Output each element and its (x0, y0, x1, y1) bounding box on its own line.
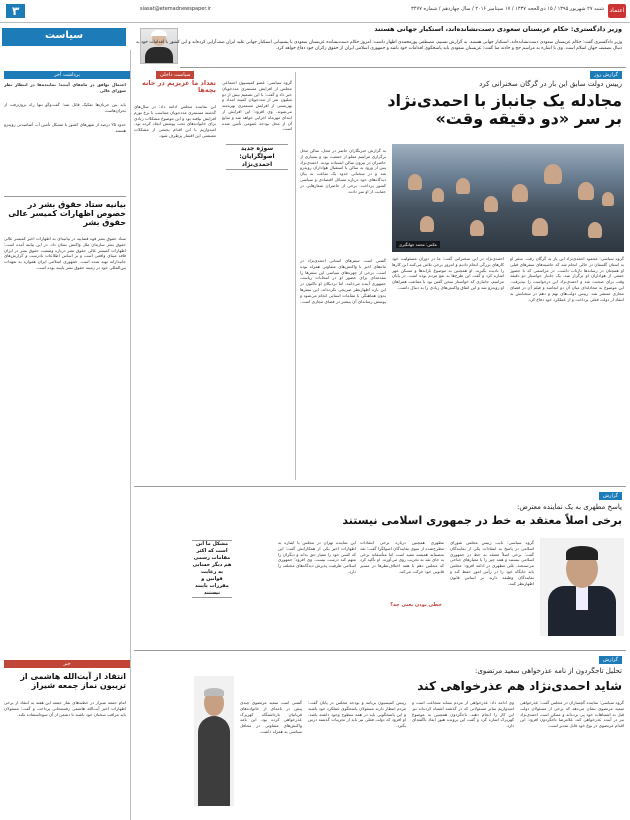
photo-caption: عکس: محمد جهانگیری (396, 241, 440, 248)
left-item-3: حدود ۲۵ درصد از شهرهای کشور با مشکل تأمین آب آشامیدنی روبه‌رو هستند (4, 122, 126, 133)
left-col-1: ستاد حقوق بشر قوه قضاییه در بیانیه‌ای به اظهارات اخیر کمیسر عالی حقوق بشر سازمان ملل واکنش نشان داد. در این بیانیه آمده است: اظهارات کمیسر عالی حقوق بشر درباره وضعیت حقوق بشر در ایران فاقد مبنای واقعی است و بر اساس اطلاعات نادرست و گزارش‌های جانبدارانه تهیه شده است. جمهوری اسلامی ایران همواره به تعهدات بین‌المللی خود در زمینه حقوق بشر پایبند بوده است. (4, 236, 126, 270)
story2-col3: این نماینده تهران در مجلس با اشاره به اظهارات اخیر یکی از همکارانش گفت: این که کسی خود را معیار حق بداند و دیگران را متهم کند درست نیست. وی افزود: جمهوری اسلامی ظرفیت پذیرش دیدگاه‌های مختلف را دارد. (278, 540, 356, 574)
story1-kicker: رییس دولت سابق این بار در گرگان سخنرانی کرد (479, 80, 622, 88)
left-headline-1: بیانیه ستاد حقوق بشر در خصوص اظهارات کمیسر عالی حقوق بشر (8, 200, 126, 228)
column-divider (130, 50, 131, 820)
divider (134, 650, 626, 651)
story4-headline: تعداد ما عزیزیم در خانه بچه‌ها (141, 79, 216, 95)
section-rule (2, 44, 126, 46)
story3-col1: گروه سیاسی: نماینده گچساران در مجلس گفت: عذرخواهی سعید مرتضوی نشان می‌دهد که برخی از مسئولان دولت قبل به اشتباهات خود پی برده‌اند و ممکن است احمدی‌نژاد نیز در آینده عذرخواهی کند. غلامرضا تاجگردون افزود: این اقدام مرتضوی در نوع خود قابل تقدیر است. (520, 700, 624, 729)
story2-col2: مطهری همچنین درباره برخی انتقادات مطرح‌شده از سوی نمایندگان اصولگرا گفت: نقد منصفانه همیشه مفید است اما متأسفانه برخی به جای نقد به تخریب روی می‌آورند. او تأکید کرد که مجلس دهم با همه اختلاف‌نظرها در مسیر قانونی خود حرکت می‌کند. (360, 540, 444, 574)
left-headline-2: انتقاد از آیت‌الله هاشمی از تریبون نماز جمعه شیراز (20, 672, 126, 691)
story2-headline: برخی اصلاً معتقد به خط در جمهوری اسلامی نیستند (342, 514, 622, 527)
left-tag: برداشت آخر (4, 71, 130, 79)
story3-col2: وی ادامه داد: عذرخواهی از مردم نشانه شجاعت است و امیدواریم سایر مسئولانی که در گذشته اشتباه کرده‌اند نیز این کار را انجام دهند. تاجگردون همچنین به موضوع کهریزک اشاره کرد و گفت این پرونده هنوز ابعاد ناگفته‌ای دارد. (412, 700, 514, 729)
story1-col-intro: به گزارش خبرنگاران حاضر در محل، سالن محل برگزاری مراسم مملو از جمعیت بود و بسیاری از حاضران در بیرون سالن ایستاده بودند. احمدی‌نژاد پس از ورود به سالن با استقبال هواداران روبه‌رو شد و در سخنانی حدود یک ساعت به بیان دیدگاه‌های خود درباره مسائل اقتصادی و سیاسی کشور پرداخت. برخی از حاضران شعارهایی در حمایت از او سر دادند. (300, 148, 386, 194)
section-title: سیاست (44, 30, 84, 41)
story3-tag: گزارش (599, 656, 622, 664)
story4-tag: سیاست داخلی (156, 71, 194, 79)
story1-col4: گفتنی است سفرهای استانی احمدی‌نژاد در ماه‌های اخیر با واکنش‌های متفاوتی همراه بوده است. برخی از چهره‌های سیاسی این سفرها را مقدمه‌ای برای حضور او در انتخابات ریاست جمهوری آینده می‌دانند، اما نزدیکان او تاکنون در این باره اظهارنظر صریحی نکرده‌اند. این سفرها بدون هماهنگی با مقامات استانی انجام می‌شود و پوشش رسانه‌ای آن بیشتر در فضای مجازی است. (300, 258, 386, 304)
story4-col1: گروه سیاسی: عضو کمیسیون اجتماعی مجلس از افزایش مستمری مددجویان خبر داد و گفت: با این تصمیم بیش از دو میلیون نفر از مددجویان کمیته امداد و بهزیستی از افزایش مستمری بهره‌مند می‌شوند. وی افزود: این افزایش از ابتدای مهرماه اجرایی خواهد شد و منابع آن از محل بودجه عمومی تأمین شده است. (222, 80, 292, 132)
story1-tag: گزارش روز (590, 71, 622, 79)
left-tag-2: خبر (4, 660, 130, 668)
story2-subhead: خطی بودن یعنی چه؟ (390, 602, 442, 608)
date-line: شنبه ۲۷ شهریور ۱۳۹۵ / ۱۵ ذی‌الحجه ۱۴۳۷ / ۱۷ سپتامبر ۲۰۱۶ / سال چهاردهم / شماره ۳۴۷۷ (411, 6, 604, 12)
story3-kicker: تحلیل تاجگردون از نامه عذرخواهی سعید مرتضوی: (475, 667, 622, 675)
crowd-photo (392, 144, 624, 252)
matahari-photo (540, 538, 624, 636)
lead-text: وزیر دادگستری گفت: حکام عربستان سعودی دست‌نشانده‌اند، استکبار جهانی هستند. به گزارش تسنیم، مصطفی پورمحمدی اظهار داشت: امروز حکام دست‌نشانده عربستان سعودی با پشتیبانی استکبار جهانی علیه ایران صف‌آرایی کرده‌اند و این کشور با اقدامات خود به دنبال تضعیف جهان اسلام است. وی با اشاره به مراسم حج و حادثه منا گفت: عربستان سعودی باید پاسخگوی اقدامات خود باشد و جمهوری اسلامی ایران از حقوق زائران خود دفاع خواهد کرد. (136, 40, 622, 51)
column-divider (295, 72, 296, 480)
story3-headline: شاید احمدی‌نژاد هم عذرخواهی کند (417, 679, 622, 693)
page-number: ۳ (6, 4, 25, 18)
story4-quote: سوژه جدید اصولگرایان: احمدی‌نژاد (226, 144, 288, 170)
lead-deck: وزیر دادگستری: حکام عربستان سعودی دست‌نشانده‌اند، استکبار جهانی هستند (374, 25, 622, 33)
site-email[interactable]: siasat@etemadnewspaper.ir (140, 6, 211, 12)
left-col-2: امام جمعه شیراز در خطبه‌های نماز جمعه این هفته به انتقاد از برخی اظهارات اخیر آیت‌الله هاشمی رفسنجانی پرداخت و گفت: مسئولان باید مراقب سخنان خود باشند تا دشمن از آن سوءاستفاده نکند. (4, 700, 126, 717)
newspaper-logo: اعتماد (608, 4, 626, 18)
story4-col2: این نماینده مجلس ادامه داد: در سال‌های گذشته مستمری مددجویان متناسب با نرخ تورم افزایش نیافته بود و این موضوع مشکلات زیادی برای خانواده‌های تحت پوشش ایجاد کرده بود. امیدواریم با این اقدام بخشی از مشکلات معیشتی این اقشار برطرف شود. (134, 104, 216, 138)
left-item-1: احتمال توافق در ماه‌های آینده؛ نماینده‌ها در انتظار نظر شورای عالی (4, 82, 126, 93)
left-item-2: باید بین جریان‌ها تفکیک قائل شد؛ گفت‌وگو تنها راه برون‌رفت از بحران‌هاست (4, 102, 126, 113)
author-portrait (194, 676, 234, 806)
divider (134, 486, 626, 487)
story2-kicker: پاسخ مطهری به یک نماینده معترض: (516, 503, 622, 511)
story1-headline: مجادله یک جانباز با احمدی‌نژاد بر سر «دو دقیقه وقت» (387, 91, 622, 129)
story2-col1: گروه سیاسی: نایب رییس مجلس شورای اسلامی در پاسخ به انتقادات یکی از نمایندگان گفت: برخی اصلاً معتقد به خط در جمهوری اسلامی نیستند و همه چیز را با معیارهای جناحی می‌سنجند. علی مطهری در ادامه افزود: مجلس باید جایگاه خود را در رأس امور حفظ کند و نمایندگان وظیفه دارند بر اساس قانون اظهارنظر کنند. (450, 540, 534, 586)
sidebar-quote: مشکل ما این است که اکثر مقامات رسمی هم دیگر حسابی به رعایت قوانین و مقررات پایبند نیستند (192, 541, 232, 596)
story1-col2: احمدی‌نژاد در این سخنرانی گفت: ما در دوران مسئولیت خود کارهای بزرگی انجام دادیم و امروز برخی تلاش می‌کنند این کارها را نادیده بگیرند. او همچنین به موضوع یارانه‌ها و مسکن مهر اشاره کرد و گفت این طرح‌ها به نفع مردم بوده است. در پایان مراسم، جانبازی که خواستار سخن گفتن بود با ممانعت همراهان او روبه‌رو شد و این اتفاق واکنش‌های زیادی را به دنبال داشت. (392, 256, 504, 290)
divider (4, 196, 126, 197)
story3-col4: گفتنی است سعید مرتضوی چندی پیش در نامه‌ای از خانواده‌های قربانیان بازداشتگاه کهریزک عذرخواهی کرده بود. این نامه واکنش‌های متفاوتی در محافل سیاسی به همراه داشت. (240, 700, 302, 734)
divider (180, 67, 626, 68)
story2-tag: گزارش (599, 492, 622, 500)
section-bar (2, 28, 126, 44)
story1-col1: گروه سیاسی: محمود احمدی‌نژاد این بار به گرگان رفت. سفر او به استان گلستان در حالی انجام شد که حاشیه‌های سفرهای قبلی او همچنان در رسانه‌ها بازتاب داشت. در مراسمی که با حضور جمعی از هواداران او برگزار شد، یک جانباز خواستار دو دقیقه وقت برای صحبت شد و احمدی‌نژاد این درخواست را نپذیرفت. این موضوع به مجادله‌ای میان آن دو انجامید و فیلم آن در فضای مجازی منتشر شد. رییس دولت‌های نهم و دهم در سخنانش به انتقاد از دولت فعلی پرداخت و از عملکرد خود دفاع کرد. (510, 256, 624, 302)
story3-col3: رییس کمیسیون برنامه و بودجه مجلس در پایان گفت: مردم انتظار دارند مسئولان پاسخگوی عملکرد خود باشند و این پاسخگویی باید در همه سطوح وجود داشته باشد. او افزود که دولت فعلی نیز باید از تجربیات گذشته درس بگیرد. (308, 700, 406, 729)
page-header (0, 0, 630, 23)
